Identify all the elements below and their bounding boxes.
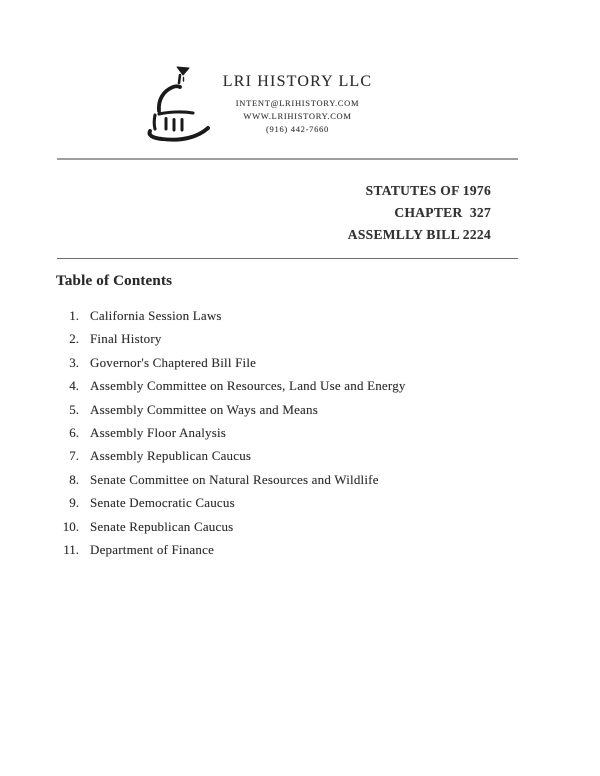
chapter-line: CHAPTER 327 — [394, 205, 491, 220]
toc-item — [0, 374, 560, 397]
org-phone: (916) 442-7660 — [266, 124, 329, 134]
toc-item — [0, 327, 560, 350]
toc-item-label: Final History — [90, 331, 162, 347]
assembly-bill-line: ASSEMLLY BILL 2224 — [347, 227, 491, 242]
toc-title: Table of Contents — [56, 273, 173, 289]
toc-item-label: Senate Committee on Natural Resources and Wildlife — [90, 471, 379, 487]
toc-item-label: Assembly Republican Caucus — [90, 448, 252, 464]
toc-item-number: 3. — [69, 354, 79, 370]
toc-item — [0, 444, 560, 467]
toc-item-label: California Session Laws — [90, 308, 222, 323]
toc-item — [0, 468, 560, 491]
letterhead — [210, 73, 385, 136]
toc-item-number: 1. — [69, 308, 79, 323]
toc-item-label: Senate Democratic Caucus — [90, 495, 235, 511]
toc-item-number: 9. — [69, 495, 79, 511]
toc-item-number: 7. — [69, 448, 79, 464]
statutes-year-line: STATUTES OF 1976 — [365, 183, 491, 198]
toc-item-number: 11. — [63, 541, 79, 557]
capitol-dome-logo-icon — [140, 58, 220, 153]
toc-item-label: Assembly Floor Analysis — [90, 424, 227, 440]
toc-item — [0, 538, 560, 561]
toc-item-label: Assembly Committee on Resources, Land Use and Energy — [90, 378, 406, 394]
org-website: WWW.LRIHISTORY.COM — [243, 111, 352, 121]
toc-item-number: 2. — [69, 331, 79, 347]
toc-item — [0, 304, 560, 327]
toc-item-number: 6. — [69, 424, 79, 440]
toc-item-number: 4. — [69, 378, 79, 394]
toc-item-label: Department of Finance — [90, 541, 215, 557]
toc-item-label: Assembly Committee on Ways and Means — [90, 401, 318, 417]
toc-item-label: Governor's Chaptered Bill File — [90, 354, 257, 370]
toc-list — [0, 304, 560, 561]
toc-item-number: 5. — [69, 401, 79, 417]
toc-item — [0, 351, 560, 374]
section-divider — [57, 258, 518, 259]
toc-item — [0, 398, 560, 421]
statute-reference — [348, 180, 491, 246]
org-email: INTENT@LRIHISTORY.COM — [235, 98, 360, 108]
toc-item-label: Senate Republican Caucus — [90, 518, 234, 534]
toc-item-number: 10. — [62, 518, 79, 534]
toc-item — [0, 421, 560, 444]
toc-item — [0, 491, 560, 514]
org-name: LRI HISTORY LLC — [222, 73, 373, 90]
toc-item-number: 8. — [69, 471, 79, 487]
toc-item — [0, 515, 560, 538]
header-divider — [57, 158, 518, 160]
